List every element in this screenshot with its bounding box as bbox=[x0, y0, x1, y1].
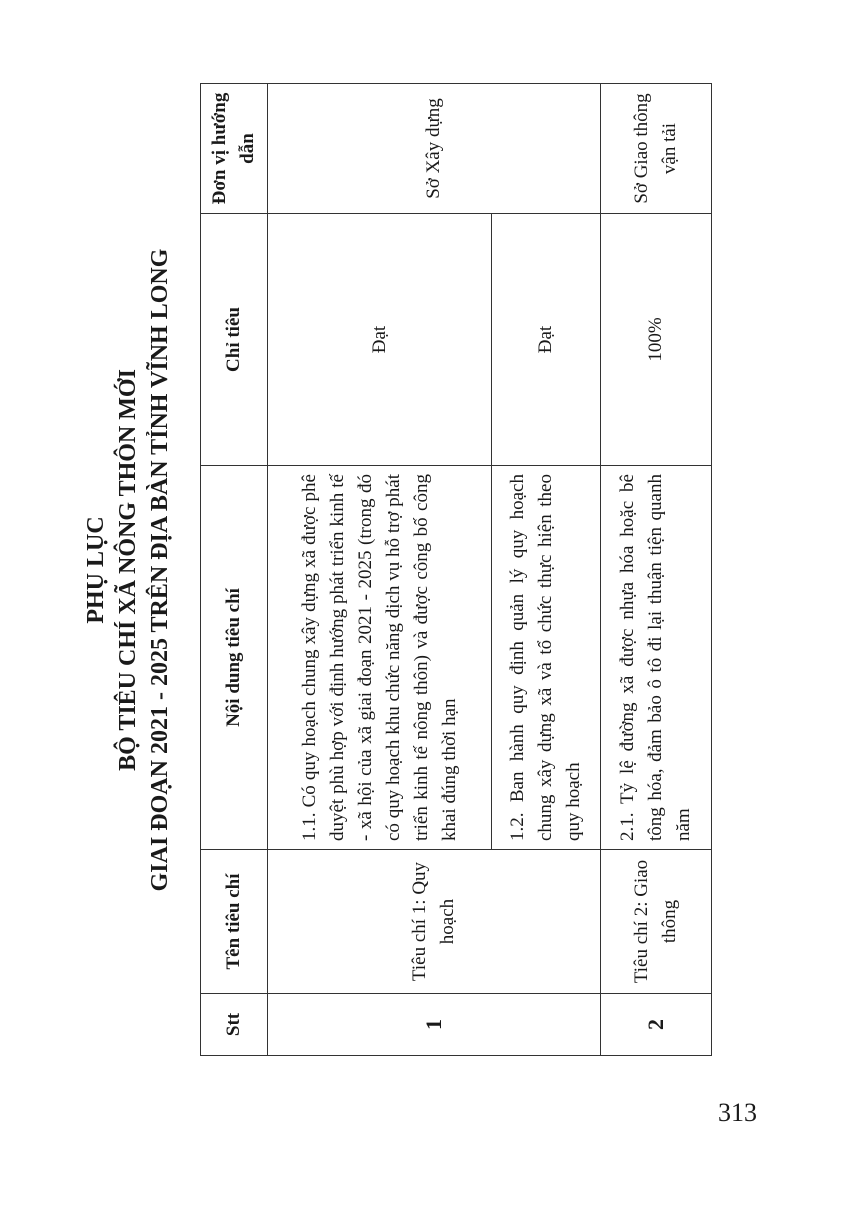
row-criterion-content: 1.2. Ban hành quy định quản lý quy hoạch chung xây dựng xã và tổ chức thực hiện theo quy hoạch bbox=[492, 466, 601, 850]
criteria-set-title: BỘ TIÊU CHÍ XÃ NÔNG THÔN MỚI bbox=[115, 369, 141, 771]
row-stt: 2 bbox=[601, 994, 712, 1056]
row-guiding-unit: Sở Xây dựng bbox=[268, 84, 601, 214]
appendix-title: PHỤ LỤC bbox=[83, 516, 109, 624]
row-target: Đạt bbox=[492, 214, 601, 466]
table-header-row bbox=[201, 84, 268, 1056]
header-content: Nội dung tiêu chí bbox=[201, 466, 268, 850]
row-criterion-name: Tiêu chí 1: Quy hoạch bbox=[268, 850, 601, 994]
row-stt: 1 bbox=[268, 994, 601, 1056]
header-name: Tên tiêu chí bbox=[201, 850, 268, 994]
row-criterion-content: 1.1. Có quy hoạch chung xây dựng xã được phê duyệt phù hợp với định hướng phát triển kinh tế - xã hội của xã giai đoạn 2021 - 2025 (trong đó có quy hoạch khu chức năng dịch vụ hỗ trợ phát triển kinh tế nông thôn) và được công bố công khai đúng thời hạn bbox=[268, 466, 492, 850]
row-criterion-name: Tiêu chí 2: Giao thông bbox=[601, 850, 712, 994]
header-target: Chỉ tiêu bbox=[201, 214, 268, 466]
row-target: 100% bbox=[601, 214, 712, 466]
header-unit: Đơn vị hướng dẫn bbox=[201, 84, 268, 214]
row-target: Đạt bbox=[268, 214, 492, 466]
table-row bbox=[601, 84, 712, 1056]
document-titles bbox=[80, 70, 200, 1070]
rotated-page bbox=[80, 70, 780, 1070]
page-number: 313 bbox=[718, 1098, 757, 1127]
criteria-table bbox=[200, 83, 712, 1056]
row-criterion-content: 2.1. Tỷ lệ đường xã được nhựa hóa hoặc bê tông hóa, đảm bảo ô tô đi lại thuận tiện quanh năm bbox=[601, 466, 712, 850]
table-row bbox=[268, 84, 492, 1056]
header-stt: Stt bbox=[201, 994, 268, 1056]
period-title: GIAI ĐOẠN 2021 - 2025 TRÊN ĐỊA BÀN TỈNH VĨNH LONG bbox=[147, 248, 173, 892]
row-guiding-unit: Sở Giao thông vận tải bbox=[601, 84, 712, 214]
